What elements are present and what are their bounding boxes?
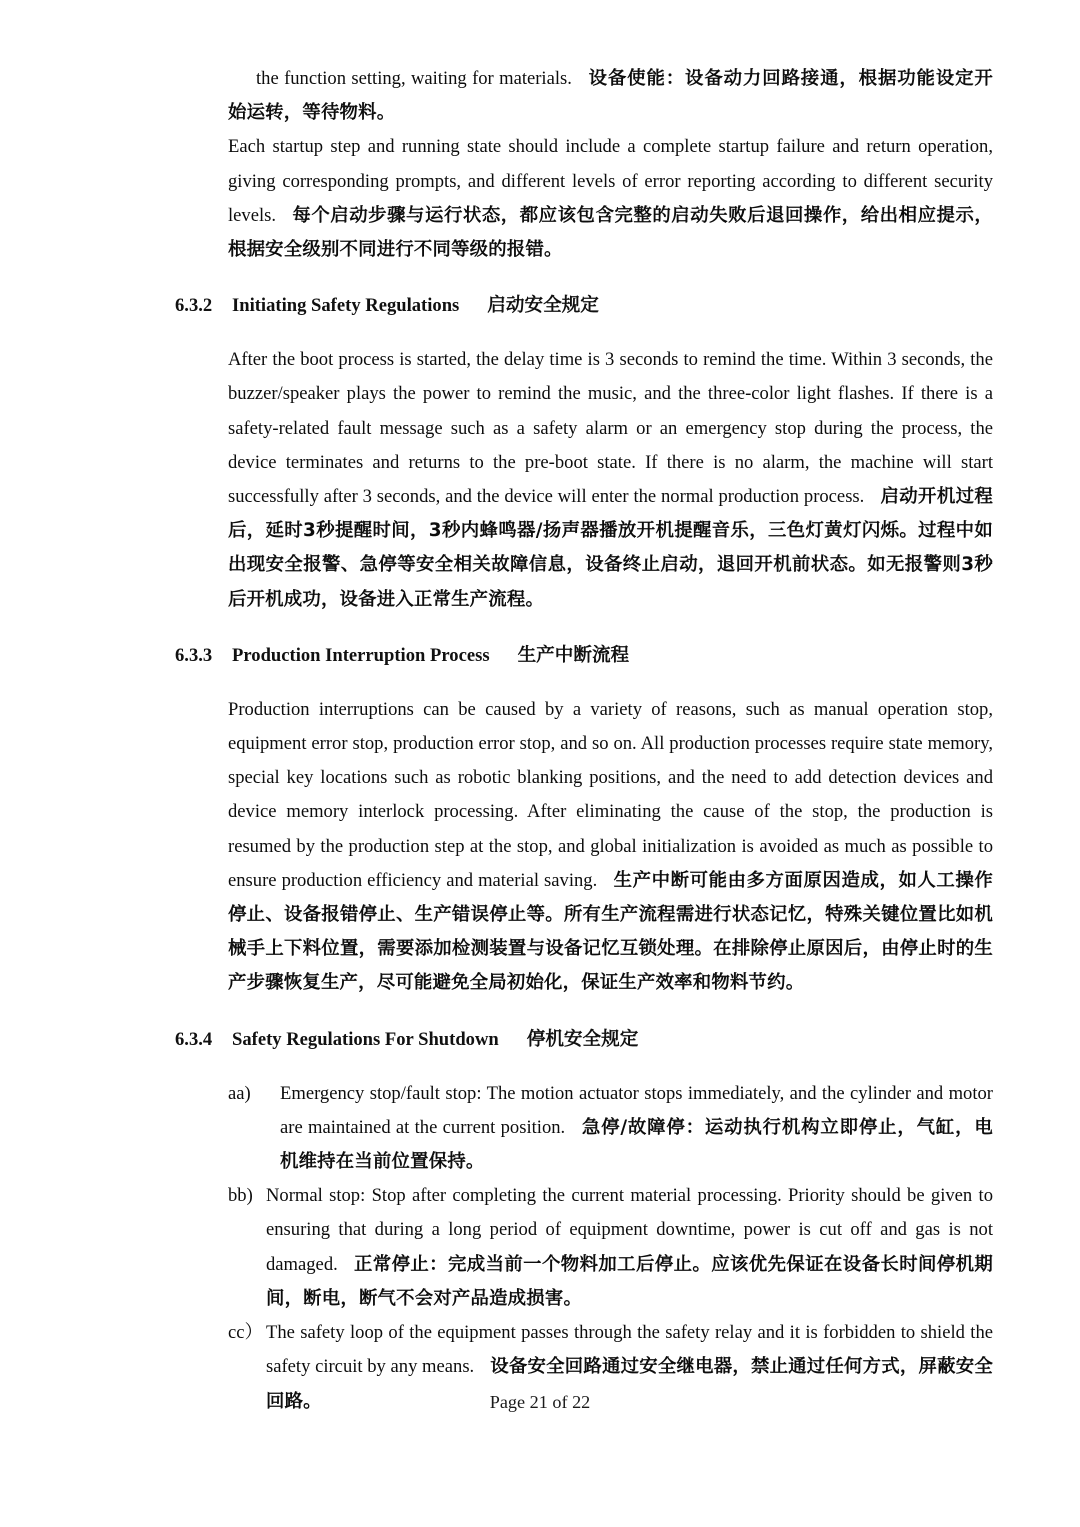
vertical-spacer — [175, 617, 993, 641]
list-item-english: Normal stop: Stop after completing the current material processing. Priority should be given to ensuring that during a long period of equipment downtime, power is cut off and gas is not damaged. — [266, 1185, 993, 1275]
section-title-zh-6-3-4: 停机安全规定 — [526, 1028, 639, 1050]
vertical-spacer — [175, 321, 993, 343]
paragraph-intro-2-english: Each startup step and running state should include a complete startup failure and return operation, giving corresponding prompts, and different levels of error reporting according to different security levels. — [228, 136, 993, 226]
list-item-chinese: 设备安全回路通过安全继电器，禁止通过任何方式，屏蔽安全回路。 — [266, 1356, 993, 1412]
paragraph-intro-2-chinese: 每个启动步骤与运行状态，都应该包含完整的启动失败后退回操作，给出相应提示，根据安全级别不同进行不同等级的报错。 — [228, 204, 993, 261]
paragraph-intro-1-english: the function setting, waiting for materials. — [256, 68, 572, 89]
shutdown-regulations-list — [228, 1077, 993, 1419]
list-item-chinese: 急停/故障停：运动执行机构立即停止，气缸，电机维持在当前位置保持。 — [280, 1116, 993, 1173]
section-heading-6-3-3 — [175, 641, 993, 671]
paragraph-6-3-2-chinese: 启动开机过程后，延时3秒提醒时间，3秒内蜂鸣器/扬声器播放开机提醒音乐，三色灯黄灯闪烁。过程中如出现安全报警、急停等安全相关故障信息，设备终止启动，退回开机前状态。如无报警则3秒后开机成功，设备进入正常生产流程。 — [228, 486, 993, 610]
document-body — [175, 62, 993, 1419]
paragraph-6-3-3-english: Production interruptions can be caused by a variety of reasons, such as manual operation stop, equipment error stop, production error stop, and so on. All production processes require state memory, special key locations such as robotic blanking positions, and the need to add detection devices and device memory interlock processing. After eliminating the cause of the stop, the production is resumed by the production step at the stop, and global initialization is avoided as much as possible to ensure production efficiency and material saving. — [228, 698, 993, 891]
paragraph-intro-1 — [228, 62, 993, 130]
list-item — [228, 1179, 993, 1316]
vertical-spacer — [175, 671, 993, 693]
section-title-en-6-3-3: Production Interruption Process — [232, 644, 490, 666]
paragraph-6-3-3-chinese: 生产中断可能由多方面原因造成，如人工操作停止、设备报错停止、生产错误停止等。所有生产流程需进行状态记忆，特殊关键位置比如机械手上下料位置，需要添加检测装置与设备记忆互锁处理。在排除停止原因后，由停止时的生产步骤恢复生产，尽可能避免全局初始化，保证生产效率和物料节约。 — [228, 869, 993, 994]
section-title-zh-6-3-2: 启动安全规定 — [487, 295, 599, 317]
section-title-zh-6-3-3: 生产中断流程 — [517, 644, 630, 666]
paragraph-6-3-3-body — [228, 693, 993, 1001]
list-item-body — [266, 1179, 993, 1316]
section-number-6-3-3: 6.3.3 — [175, 644, 213, 666]
section-title-en-6-3-2: Initiating Safety Regulations — [232, 295, 460, 317]
list-item-marker: cc） — [228, 1322, 264, 1344]
section-title-en-6-3-4: Safety Regulations For Shutdown — [232, 1028, 499, 1050]
list-item-english: The safety loop of the equipment passes through the safety relay and it is forbidden to shield the safety circuit by any means. — [266, 1322, 993, 1378]
section-heading-6-3-4 — [175, 1025, 993, 1055]
vertical-spacer — [175, 267, 993, 291]
paragraph-6-3-2-english: After the boot process is started, the delay time is 3 seconds to remind the time. Within 3 seconds, the buzzer/speaker plays the power to remind the music, and the three-color light flashes. If there is a safety-related fault message such as a safety alarm or an emergency stop during the process, the device terminates and returns to the pre-boot state. If there is no alarm, the machine will start successfully after 3 seconds, and the device will enter the normal production process. — [228, 349, 993, 508]
list-item-marker: bb) — [228, 1185, 253, 1207]
paragraph-intro-1-chinese: 设备使能：设备动力回路接通，根据功能设定开始运转，等待物料。 — [228, 68, 993, 124]
page-footer: Page 21 of 22 — [489, 1392, 591, 1412]
list-item-english: Emergency stop/fault stop: The motion actuator stops immediately, and the cylinder and motor are maintained at the current position. — [280, 1082, 993, 1138]
section-number-6-3-4: 6.3.4 — [175, 1028, 213, 1050]
paragraph-6-3-2-body — [228, 343, 993, 617]
list-item — [228, 1077, 993, 1180]
section-heading-6-3-2 — [175, 291, 993, 321]
section-number-6-3-2: 6.3.2 — [175, 295, 213, 317]
list-item-body — [280, 1077, 993, 1180]
list-item-chinese: 正常停止：完成当前一个物料加工后停止。应该优先保证在设备长时间停机期间，断电，断气不会对产品造成损害。 — [266, 1253, 993, 1309]
vertical-spacer — [175, 1055, 993, 1077]
vertical-spacer — [175, 1001, 993, 1025]
list-item-marker: aa) — [228, 1082, 251, 1104]
paragraph-intro-2 — [228, 130, 993, 267]
